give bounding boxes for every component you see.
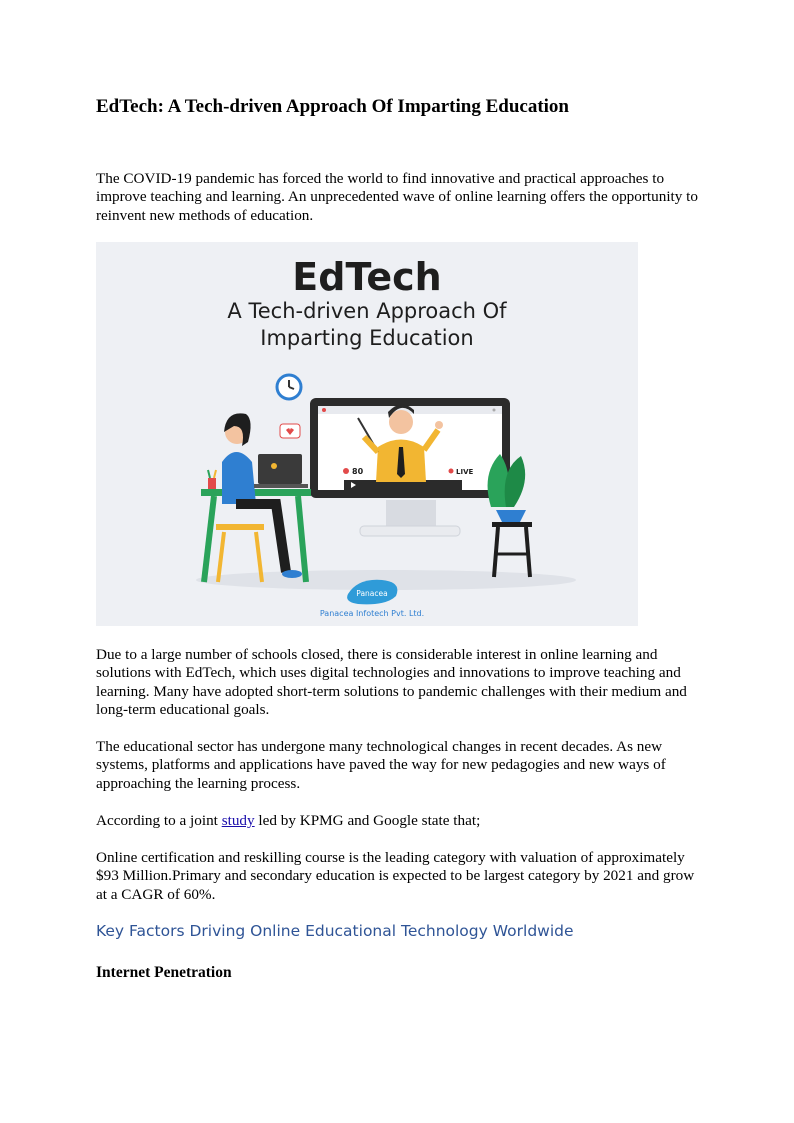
logo-caption: Panacea Infotech Pvt. Ltd. [319,609,425,618]
paragraph-4 [96,812,702,830]
hero-title: EdTech [292,255,442,299]
intro-paragraph: The COVID-19 pandemic has forced the world to find innovative and practical approaches to improve teaching and learning. An unprecedented wave of online learning offers the opportunity to reinvent new methods of education. [96,170,698,224]
paragraph-5: Online certification and reskilling course is the leading category with valuation of approximately $93 Million.Primary and secondary education is expected to be largest category by 2021 and grow at a CAGR of 60%. [96,849,695,903]
viewers-count: 80 [352,467,364,476]
hero-subtitle-line2: Imparting Education [260,326,474,350]
student-illustration [201,413,311,582]
paragraph-2: Due to a large number of schools closed, there is considerable interest in online learning and solutions with EdTech, which uses digital technologies and innovations to improve teaching and learning. Many have adopted short-term solutions to pandemic challenges with their medium and long-term educational goals. [96,646,687,719]
logo-badge-text: Panacea [356,589,388,598]
page-title: EdTech: A Tech-driven Approach Of Imparting Education [96,96,569,117]
sub-heading: Internet Penetration [96,964,232,981]
hero-image [96,242,638,626]
study-link[interactable]: study [221,812,255,829]
paragraph-4-after: led by KPMG and Google state that; [254,812,481,829]
plant-illustration [488,454,532,577]
paragraph-3: The educational sector has undergone many technological changes in recent decades. As new systems, platforms and applications have paved the way for new pedagogies and new ways of approaching the learning process. [96,738,666,792]
hero-subtitle-line1: A Tech-driven Approach Of [227,299,507,323]
live-label: LIVE [456,468,474,476]
paragraph-4-before: According to a joint [96,812,222,829]
clock-icon [277,375,301,399]
section-heading: Key Factors Driving Online Educational Technology Worldwide [96,922,574,940]
